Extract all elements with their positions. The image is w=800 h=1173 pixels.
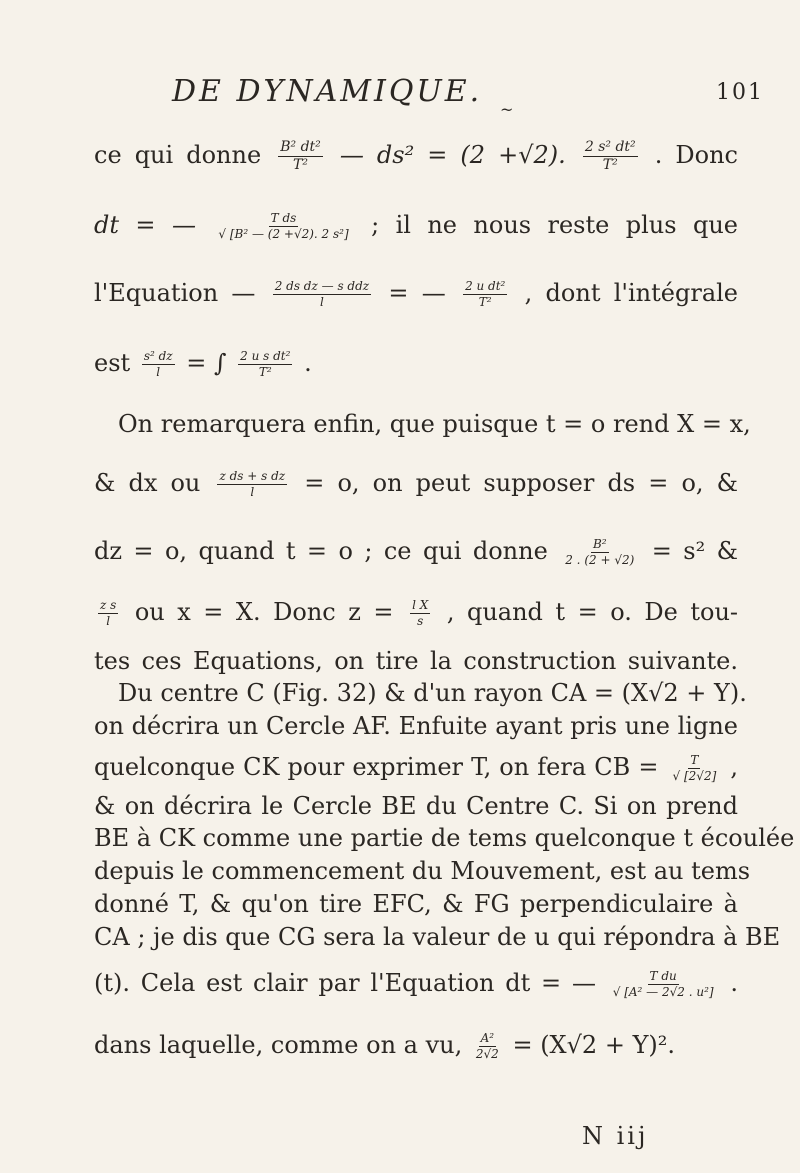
text-line-19: dans laquelle, comme on a vu, $\frac{\text{A²}}{2√2}$ = (X√2 + Y)². (94, 1031, 676, 1061)
text-line-17: CA ; je dis que CG sera la valeur de u qui répondra à BE (94, 923, 781, 951)
text-line-10: Du centre C (Fig. 32) & d'un rayon CA = (X√2 + Y). (118, 679, 747, 707)
text-line-13: & on décrira le Cercle BE du Centre C. Si on prend (94, 792, 738, 820)
fraction: $\frac{\text{T du}}{\text{√ [A² — 2√2 . u²]}}$ (612, 969, 714, 999)
fraction: $\frac{\text{2 s² dt²}}{\text{T²}}$ (584, 139, 636, 173)
fraction: $\frac{\text{l X}}{s}$ (412, 598, 429, 628)
text-line-2: dt = — $\frac{\text{T ds}}{\text{√ [B² — (2 +√2). 2 s²]}}$ ; il ne nous reste plus que (94, 211, 739, 241)
text-line-7: dz = o, quand t = o ; ce qui donne $\frac{\text{B²}}{2 . (2 + √2)}$ = s² & (94, 537, 738, 567)
fraction: $\frac{\text{z ds + s dz}}{l}$ (219, 469, 286, 499)
fraction: $\frac{\text{s² dz}}{l}$ (143, 349, 173, 379)
text-line-4: est $\frac{\text{s² dz}}{l}$ = ∫ $\frac{\text{2 u s dt²}}{\text{T²}}$ . (94, 349, 312, 379)
text-line-16: donné T, & qu'on tire EFC, & FG perpendiculaire à (94, 890, 738, 918)
text-line-18: (t). Cela est clair par l'Equation dt = — $\frac{\text{T du}}{\text{√ [A² — 2√2 . u²]}}$ . (94, 969, 738, 999)
text-line-1: ce qui donne $\frac{\text{B² dt²}}{\text{T²}}$ — ds² = (2 +√2). $\frac{\text{2 s² dt²}}{\text{T²}}$ . Donc (94, 139, 738, 173)
text-line-8: $\frac{\text{z s}}{l}$ ou x = X. Donc z = $\frac{\text{l X}}{s}$ , quand t = o. De tou- (100, 598, 739, 628)
text-line-5: On remarquera enfin, que puisque t = o rend X = x, (118, 410, 751, 438)
text-line-15: depuis le commencement du Mouvement, est au tems (94, 857, 751, 885)
text-line-14: BE à CK comme une partie de tems quelconque t écoulée (94, 824, 795, 852)
text-line-12: quelconque CK pour exprimer T, on fera CB = $\frac{T}{√ [2√2]}$ , (94, 753, 739, 783)
fraction: $\frac{\text{2 ds dz — s ddz}}{l}$ (274, 279, 370, 309)
fraction: $\frac{\text{A²}}{2√2}$ (475, 1031, 499, 1061)
fraction: $\frac{T}{√ [2√2]}$ (672, 753, 717, 783)
page-header (0, 74, 800, 119)
fraction: $\frac{\text{z s}}{l}$ (100, 598, 117, 628)
running-title: DE DYNAMIQUE. (172, 74, 483, 109)
page-number: 101 (716, 80, 764, 105)
ornament-mark: ~ (500, 100, 514, 119)
fraction: $\frac{\text{T ds}}{\text{√ [B² — (2 +√2). 2 s²]}}$ (218, 211, 349, 241)
signature-mark: N iij (582, 1122, 649, 1150)
text-line-11: on décrira un Cercle AF. Enfuite ayant pris une ligne (94, 712, 738, 740)
fraction: $\frac{\text{B² dt²}}{\text{T²}}$ (280, 139, 321, 173)
fraction: $\frac{\text{2 u s dt²}}{\text{T²}}$ (240, 349, 291, 379)
fraction: $\frac{\text{B²}}{2 . (2 + √2)}$ (565, 537, 635, 567)
text-line-3: l'Equation — $\frac{\text{2 ds dz — s ddz}}{l}$ = — $\frac{\text{2 u dt²}}{\text{T²}}$ , dont l'intégrale (94, 279, 739, 309)
fraction: $\frac{\text{2 u dt²}}{\text{T²}}$ (465, 279, 506, 309)
text-line-6: & dx ou $\frac{\text{z ds + s dz}}{l}$ = o, on peut supposer ds = o, & (94, 469, 738, 499)
text-line-9: tes ces Equations, on tire la construction suivante. (94, 647, 738, 675)
